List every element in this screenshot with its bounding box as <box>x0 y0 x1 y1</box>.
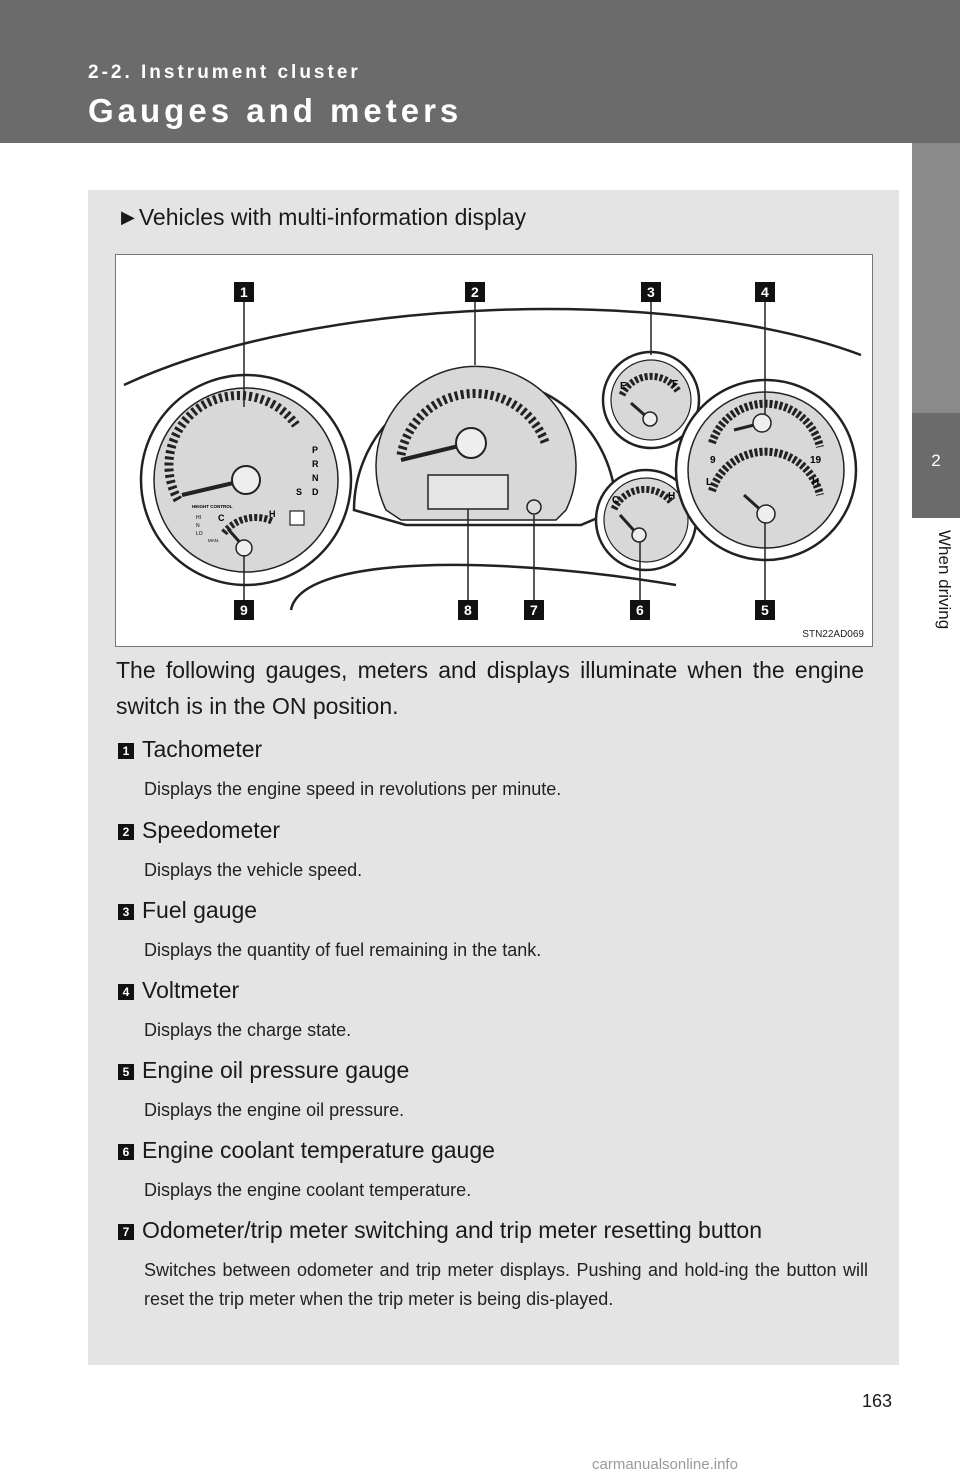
tachometer-gauge <box>141 375 351 585</box>
item-number: 1 <box>118 743 134 759</box>
callout-4: 4 <box>761 284 769 300</box>
height-man: MAN. <box>208 538 220 543</box>
oil-l: L <box>706 477 713 488</box>
item-label: Tachometer <box>142 736 263 762</box>
gear-p: P <box>312 445 319 455</box>
temp-c: C <box>612 495 620 506</box>
multi-info-display <box>428 475 508 509</box>
trans-temp-c: C <box>218 513 225 523</box>
section-label: 2-2. Instrument cluster <box>88 62 361 83</box>
item-number: 7 <box>118 1224 134 1240</box>
fuel-f: F <box>672 379 679 390</box>
callout-7: 7 <box>530 602 538 618</box>
trans-temp-h: H <box>269 509 276 519</box>
item-label: Engine oil pressure gauge <box>142 1057 410 1083</box>
variant-heading <box>121 204 526 231</box>
volt-low: 9 <box>710 455 716 466</box>
item-number: 5 <box>118 1064 134 1080</box>
gear-r: R <box>312 459 319 469</box>
list-item <box>116 1137 868 1205</box>
side-tab <box>912 143 960 413</box>
chapter-tab[interactable] <box>912 413 960 518</box>
callout-3: 3 <box>647 284 655 300</box>
item-label: Fuel gauge <box>142 897 258 923</box>
height-control-label: HEIGHT CONTROL <box>192 504 233 509</box>
watermark: carmanualsonline.info <box>592 1456 738 1473</box>
callout-2: 2 <box>471 284 479 300</box>
volt-high: 19 <box>810 455 822 466</box>
volt-oil-gauge <box>676 380 856 560</box>
figure-code: STN22AD069 <box>802 629 864 640</box>
cluster-illustration <box>116 255 872 646</box>
arrow-right-icon: ▶ <box>121 207 135 227</box>
item-description: Displays the engine oil pressure. <box>144 1100 405 1120</box>
list-item <box>116 977 868 1045</box>
chapter-number: 2 <box>931 451 941 470</box>
height-n: N <box>196 523 200 529</box>
page-title: Gauges and meters <box>88 92 463 129</box>
item-number: 6 <box>118 1144 134 1160</box>
item-description: Displays the vehicle speed. <box>144 860 363 880</box>
item-number: 3 <box>118 904 134 920</box>
item-description: Switches between odometer and trip meter displays. Pushing and hold-ing the button will reset the trip meter when the trip meter is being dis-played. <box>144 1260 868 1309</box>
speedometer-gauge <box>354 366 616 525</box>
item-label: Odometer/trip meter switching and trip meter resetting button <box>142 1217 763 1243</box>
item-description: Displays the quantity of fuel remaining in the tank. <box>144 940 542 960</box>
instrument-cluster-diagram <box>115 254 873 647</box>
item-label: Speedometer <box>142 817 281 843</box>
callout-1: 1 <box>240 284 248 300</box>
gear-d: D <box>312 487 319 497</box>
list-item <box>116 817 868 885</box>
item-label: Engine coolant temperature gauge <box>142 1137 495 1163</box>
list-item <box>116 897 868 965</box>
variant-label: Vehicles with multi-information display <box>138 204 527 230</box>
callout-9: 9 <box>240 602 248 618</box>
height-lo: LO <box>196 531 203 537</box>
item-description: Displays the charge state. <box>144 1020 352 1040</box>
list-item <box>116 736 868 804</box>
temp-h: H <box>668 491 676 502</box>
height-hi: HI <box>196 515 201 521</box>
chapter-label: When driving <box>935 530 954 630</box>
gear-n: N <box>312 473 319 483</box>
page-number: 163 <box>862 1391 893 1411</box>
dash-bottom-outline <box>291 565 676 610</box>
oil-h: H <box>812 477 820 488</box>
page-header <box>0 0 960 143</box>
list-item <box>116 1057 868 1125</box>
item-number: 2 <box>118 824 134 840</box>
item-number: 4 <box>118 984 134 1000</box>
item-label: Voltmeter <box>142 977 240 1003</box>
callout-8: 8 <box>464 602 472 618</box>
callout-6: 6 <box>636 602 644 618</box>
list-item <box>116 1217 868 1314</box>
intro-paragraph: The following gauges, meters and displays illuminate when the engine switch is in the ON position. <box>116 657 864 719</box>
fuel-e: E <box>620 381 627 392</box>
callout-5: 5 <box>761 602 769 618</box>
gear-s: S <box>296 487 303 497</box>
item-description: Displays the engine speed in revolutions per minute. <box>144 779 562 799</box>
item-description: Displays the engine coolant temperature. <box>144 1180 472 1200</box>
trip-reset-button <box>527 500 541 514</box>
